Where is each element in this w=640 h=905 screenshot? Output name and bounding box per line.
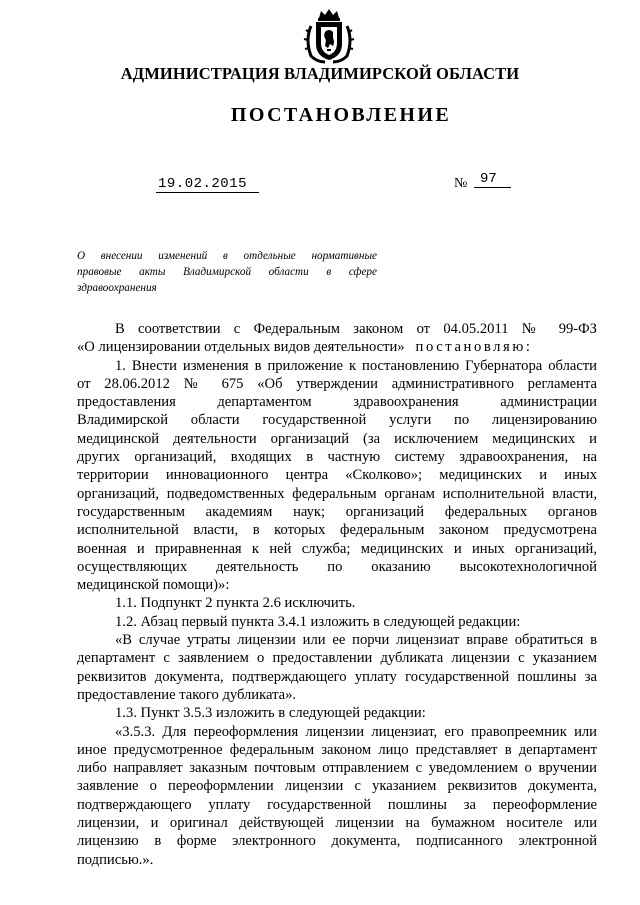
organization-name: АДМИНИСТРАЦИЯ ВЛАДИМИРСКОЙ ОБЛАСТИ: [120, 64, 520, 83]
body-line: государственным академиям наук; организаций федеральных органов: [77, 503, 597, 520]
body-line: Владимирской области государственной услуги по лицензированию: [77, 412, 597, 429]
body-line: военная и приравненная к ней служба; медицинских и иных организаций,: [77, 540, 597, 557]
body-line: «В случае утраты лицензии или ее порчи лицензиат вправе обратиться в: [115, 632, 597, 649]
subject-line: правовые акты Владимирской области в сфере: [77, 266, 377, 278]
body-line: иное предусмотренное федеральным законом лицо представляет в департамент: [77, 741, 597, 758]
body-line: территории инновационного центра «Сколково»; медицинских и иных: [77, 467, 597, 484]
subject-line: здравоохранения: [77, 282, 157, 294]
number-label: №: [454, 176, 468, 191]
body-line: организаций, подведомственных федеральным органам исполнительной власти,: [77, 485, 597, 502]
body-line: «3.5.3. Для переоформления лицензии лицензиат, его правопреемник или: [115, 723, 597, 740]
body-line: заявление о переоформлении лицензии с указанием реквизитов документа,: [77, 778, 597, 795]
body-line: реквизитов документа, подтверждающего уплату государственной пошлины за: [77, 668, 597, 685]
body-line: лицензии, и оригинал действующей лицензии на бумажном носителе или: [77, 815, 597, 832]
body-line: медицинской деятельности организаций (за исключением медицинских и: [77, 430, 597, 447]
body-line: других организаций, входящих в частную систему здравоохранения, на: [77, 449, 597, 466]
subject-line: О внесении изменений в отдельные нормативные: [77, 250, 377, 262]
body-line: 1.3. Пункт 3.5.3 изложить в следующей редакции:: [115, 705, 426, 722]
body-line: лицензию в форме электронного документа, подписанного электронной: [77, 833, 597, 850]
coat-of-arms-icon: [301, 8, 357, 66]
body-line: департамент с заявлением о предоставлении дубликата лицензии с указанием: [77, 650, 597, 667]
body-line: 1.2. Абзац первый пункта 3.4.1 изложить в следующей редакции:: [115, 613, 521, 630]
body-line: медицинской помощи)»:: [77, 577, 230, 594]
body-line: предоставления департаментом здравоохранения администрации: [77, 394, 597, 411]
preamble-line: [77, 338, 597, 356]
body-line: от 28.06.2012 № 675 «Об утверждении административного регламента: [77, 375, 597, 392]
document-number: 97: [474, 171, 511, 188]
body-line: предоставление такого дубликата».: [77, 686, 297, 703]
body-line: 1.1. Подпункт 2 пункта 2.6 исключить.: [115, 595, 356, 612]
body-line: исполнительной власти, в которых федеральным законом предусмотрена: [77, 522, 597, 539]
document-body: [77, 320, 597, 869]
body-line: 1. Внести изменения в приложение к постановлению Губернатора области: [115, 357, 597, 374]
document-date: 19.02.2015: [156, 176, 259, 193]
preamble-law-title: «О лицензировании отдельных видов деятельности»: [77, 339, 405, 356]
body-line: подписью.».: [77, 851, 154, 868]
body-line: подтверждающего уплату государственной пошлины за переоформление: [77, 796, 597, 813]
body-line: либо направляет заказным почтовым отправлением с уведомлением о вручении: [77, 760, 597, 777]
document-type-title: ПОСТАНОВЛЕНИЕ: [230, 104, 452, 126]
body-line: осуществляющих деятельность по оказанию высокотехнологичной: [77, 558, 597, 575]
document-subject: [77, 248, 377, 296]
preamble-line: В соответствии с Федеральным законом от 04.05.2011 № 99-ФЗ: [115, 321, 597, 337]
preamble-decree-word: постановляю:: [415, 339, 533, 356]
